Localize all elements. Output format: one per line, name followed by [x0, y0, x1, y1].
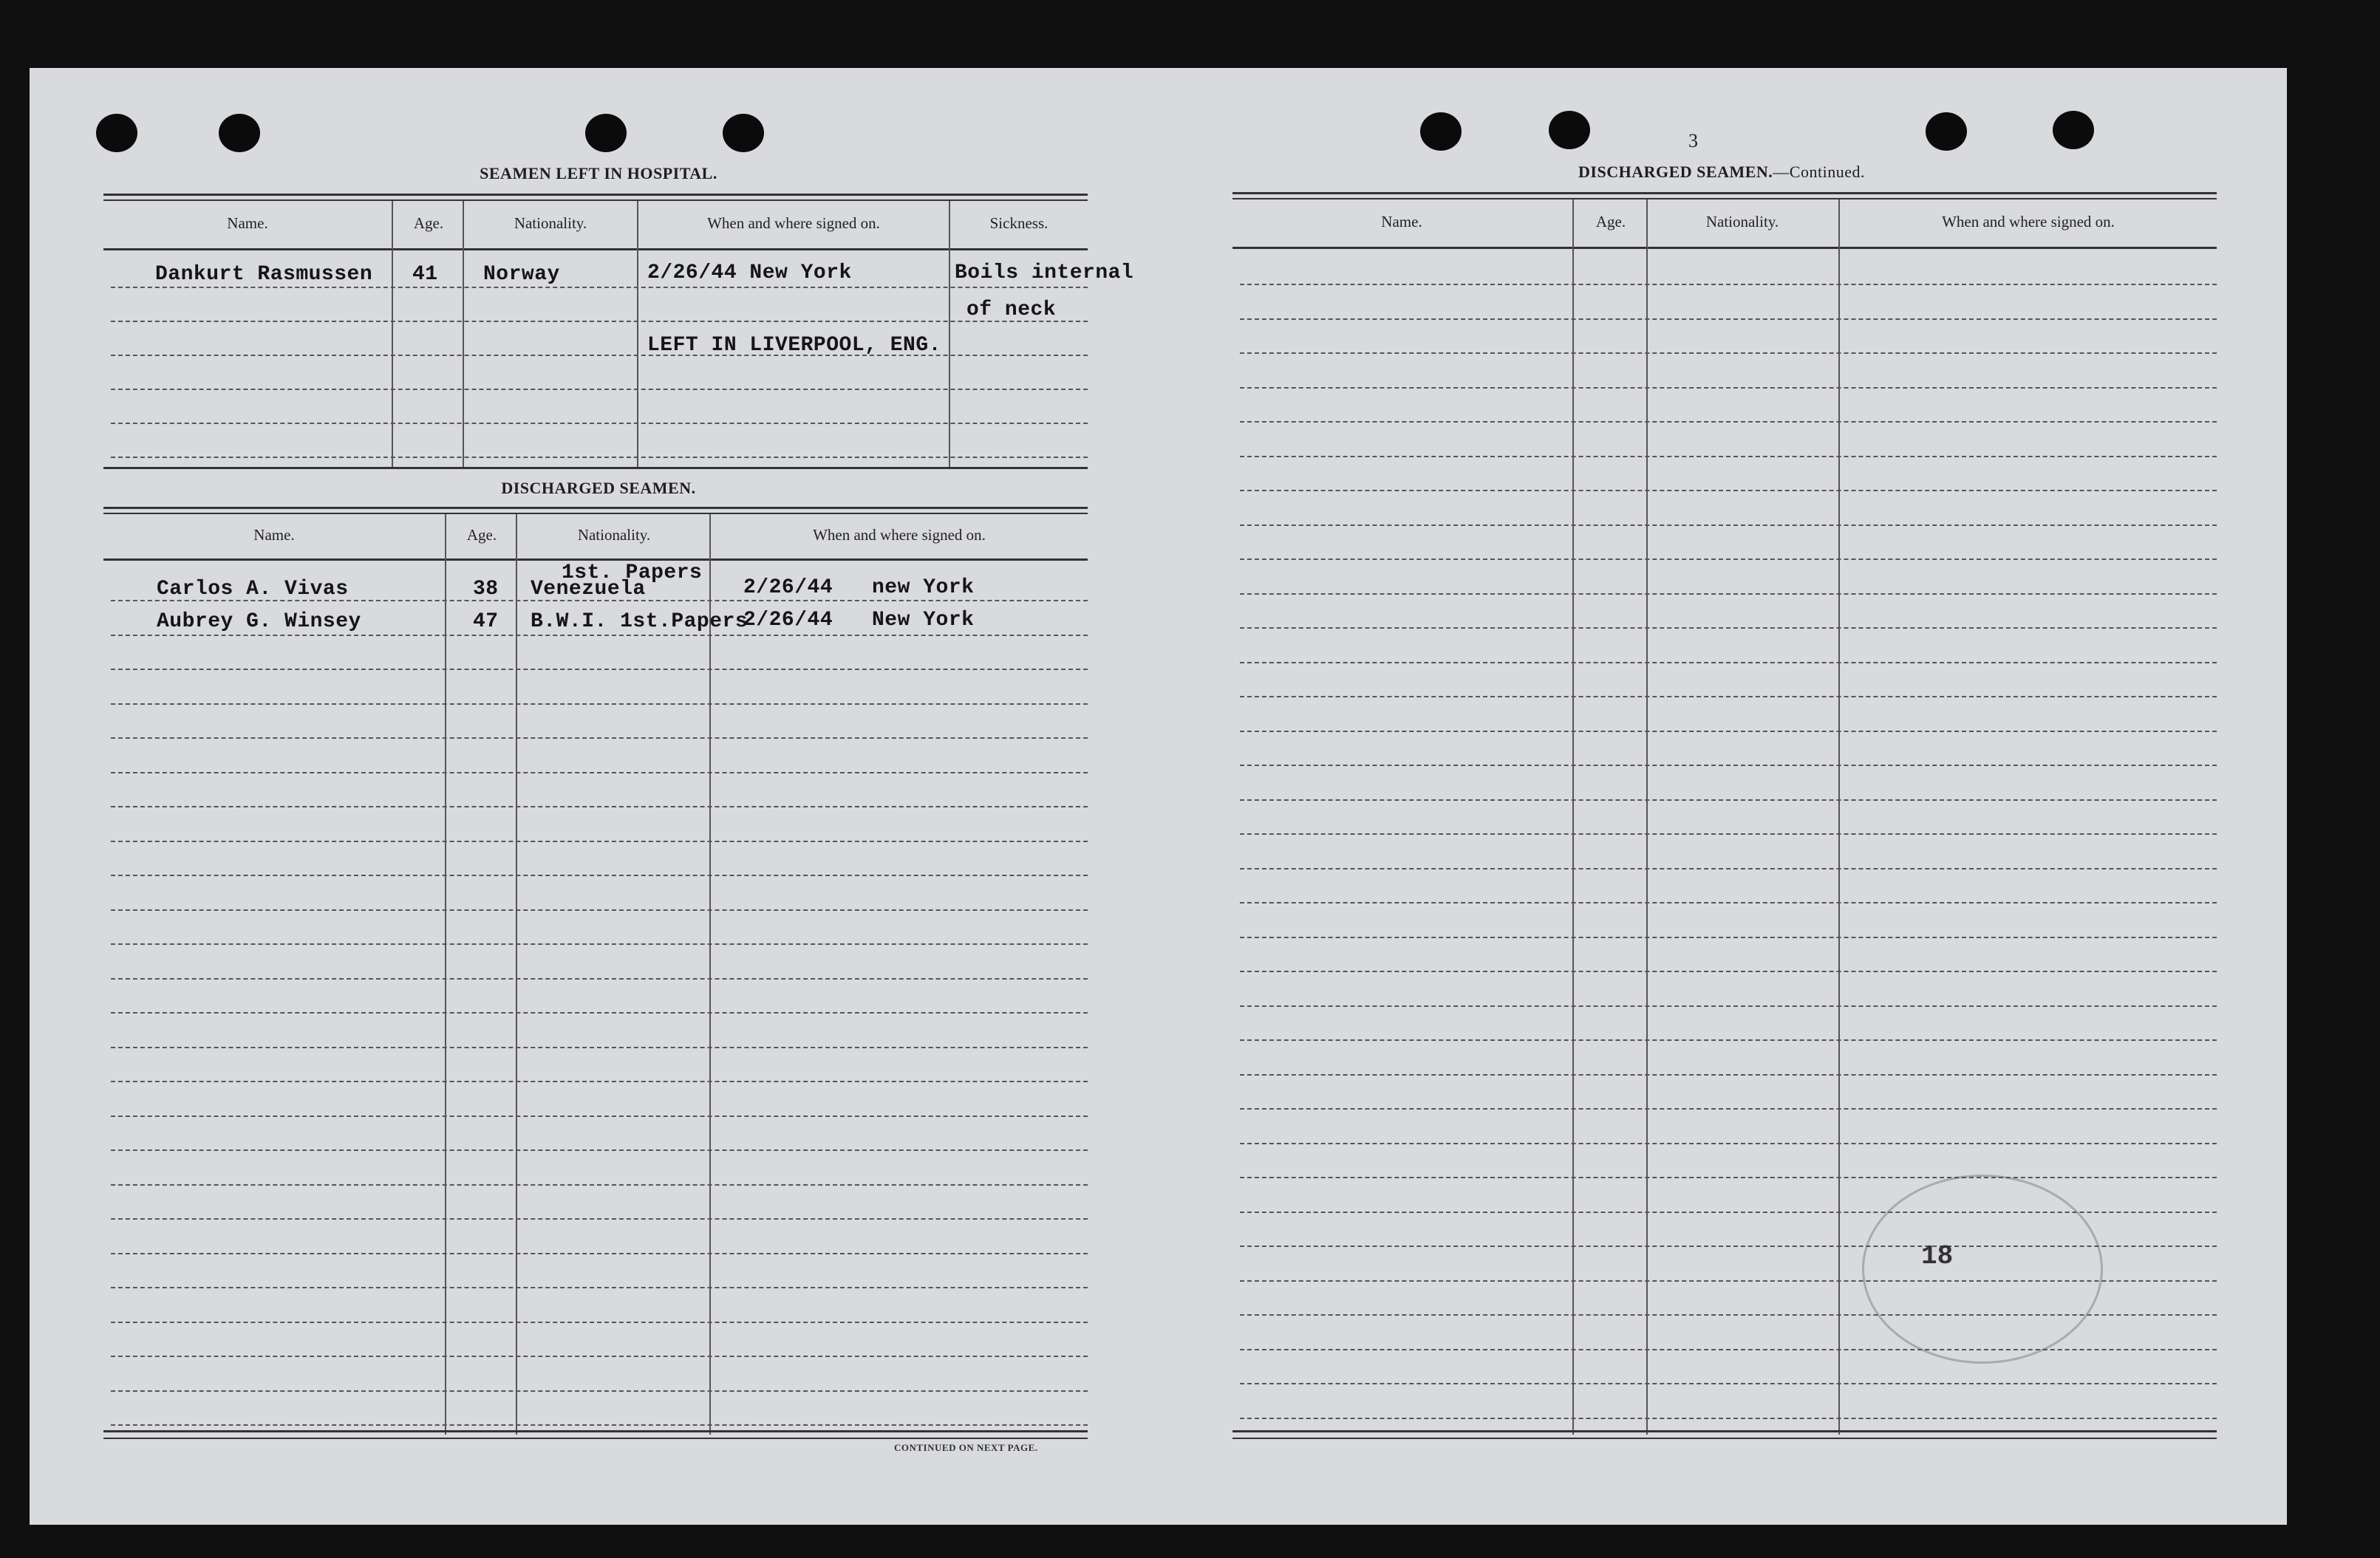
ruled-line [111, 1149, 1088, 1151]
seaman-nationality: Venezuela [531, 578, 646, 601]
seaman-name: Dankurt Rasmussen [155, 263, 373, 286]
punch-hole [219, 114, 260, 152]
continued-header-rule [1232, 247, 2217, 249]
punch-hole [1926, 112, 1967, 151]
discharged-col-divider [445, 514, 446, 1435]
hospital-header-signed-on: When and where signed on. [707, 214, 880, 232]
continued-header-name: Name. [1381, 213, 1422, 230]
ruled-line [1240, 696, 2217, 697]
seaman-nationality: Norway [483, 263, 560, 286]
ruled-line [1240, 627, 2217, 629]
discharged-col-divider [709, 514, 711, 1435]
page-number: 3 [1688, 130, 1698, 151]
ruled-line [111, 1390, 1088, 1392]
punch-hole [1549, 111, 1590, 149]
hospital-header-name: Name. [227, 214, 268, 232]
ruled-line [111, 1115, 1088, 1117]
discharged-header-signed-on: When and where signed on. [813, 526, 986, 544]
ruled-line [1240, 833, 2217, 835]
punch-hole [96, 114, 137, 152]
punch-hole [2053, 111, 2094, 149]
ruled-line [111, 703, 1088, 705]
continued-bottom-rule [1232, 1438, 2217, 1439]
ruled-line [111, 1424, 1088, 1426]
discharged-continued-title [1522, 163, 1921, 182]
continued-col-divider [1646, 199, 1648, 1435]
ruled-line [111, 978, 1088, 980]
discharged-top-rule [103, 513, 1088, 514]
ruled-line [111, 806, 1088, 807]
hospital-col-divider [392, 201, 393, 467]
hospital-top-rule [103, 194, 1088, 196]
discharged-col-divider [516, 514, 517, 1435]
ruled-line [111, 841, 1088, 842]
ruled-line [1240, 284, 2217, 285]
seaman-signed-date: 2/26/44 [743, 609, 833, 632]
discharged-section-title: DISCHARGED SEAMEN. [501, 479, 696, 497]
hospital-top-rule [103, 199, 1088, 201]
ruled-line [1240, 799, 2217, 801]
ruled-line [1240, 765, 2217, 766]
seaman-signed-date: 2/26/44 [743, 576, 833, 599]
discharged-continued-title-suffix: —Continued. [1773, 163, 1865, 181]
ruled-line [1240, 593, 2217, 595]
seaman-signed-place: new York [872, 576, 975, 599]
faded-stamp [1862, 1175, 2103, 1364]
ruled-line [1240, 1349, 2217, 1350]
ruled-line [111, 943, 1088, 945]
hospital-header-sickness: Sickness. [989, 214, 1049, 232]
hospital-section-title: SEAMEN LEFT IN HOSPITAL. [480, 164, 717, 182]
discharged-header-rule [103, 558, 1088, 561]
ruled-line [1240, 937, 2217, 938]
ruled-line [1240, 1383, 2217, 1384]
ruled-line [1240, 558, 2217, 560]
ruled-line [1240, 387, 2217, 389]
hospital-header-age: Age. [413, 214, 444, 232]
continued-top-rule [1232, 192, 2217, 194]
ruled-line [111, 1356, 1088, 1357]
discharged-top-rule [103, 507, 1088, 509]
hospital-ruled-line [111, 287, 1088, 288]
punch-hole [1420, 112, 1462, 151]
ruled-line [1240, 318, 2217, 320]
ruled-line [1240, 1108, 2217, 1110]
continued-header-signed-on: When and where signed on. [1942, 213, 2115, 230]
ruled-line [111, 669, 1088, 670]
punch-hole [585, 114, 627, 152]
ruled-line [1240, 490, 2217, 491]
seaman-name: Aubrey G. Winsey [157, 610, 361, 633]
discharged-bottom-rule [103, 1438, 1088, 1439]
seaman-nationality-note: 1st. Papers [562, 561, 703, 584]
hospital-col-divider [637, 201, 638, 467]
ruled-line [1240, 352, 2217, 354]
ruled-line [1240, 1039, 2217, 1041]
seaman-age: 47 [473, 610, 499, 633]
ruled-line [111, 1047, 1088, 1048]
ruled-line [111, 1287, 1088, 1288]
discharged-header-name: Name. [253, 526, 295, 544]
discharged-header-age: Age. [466, 526, 497, 544]
ruled-line [111, 1322, 1088, 1323]
hospital-ruled-line [111, 457, 1088, 458]
seaman-hospital-note: LEFT IN LIVERPOOL, ENG. [647, 334, 941, 357]
ruled-line [111, 1012, 1088, 1014]
continued-header-nationality: Nationality. [1705, 213, 1779, 230]
ruled-line [1240, 1005, 2217, 1007]
ruled-line [1240, 1177, 2217, 1178]
ruled-line [1240, 1074, 2217, 1076]
hospital-ruled-line [111, 321, 1088, 322]
discharged-continued-title-main: DISCHARGED SEAMEN. [1578, 163, 1773, 181]
ruled-line [1240, 421, 2217, 423]
seaman-age: 38 [473, 578, 499, 601]
ruled-line [111, 772, 1088, 773]
ruled-line [1240, 731, 2217, 732]
stamp-number: 18 [1921, 1241, 1954, 1271]
hospital-ruled-line [111, 423, 1088, 424]
ruled-line [111, 1081, 1088, 1082]
seaman-signed-place: New York [872, 609, 975, 632]
hospital-ruled-line [111, 389, 1088, 390]
ruled-line [1240, 902, 2217, 903]
ruled-line [1240, 1143, 2217, 1144]
seaman-sickness: Boils internal [955, 262, 1134, 284]
ruled-line [111, 737, 1088, 739]
continued-top-rule [1232, 198, 2217, 199]
continued-col-divider [1838, 199, 1840, 1435]
discharged-header-nationality: Nationality. [577, 526, 651, 544]
hospital-header-rule [103, 248, 1088, 250]
seaman-signed-on: 2/26/44 New York [647, 262, 852, 284]
discharged-bottom-rule [103, 1430, 1088, 1432]
ruled-line [1240, 456, 2217, 457]
ruled-line [111, 1184, 1088, 1186]
ruled-line [1240, 662, 2217, 663]
punch-hole [723, 114, 764, 152]
seaman-name: Carlos A. Vivas [157, 578, 349, 601]
seaman-sickness-line2: of neck [966, 298, 1057, 321]
seaman-nationality: B.W.I. 1st.Papers [531, 610, 749, 633]
ruled-line [1240, 525, 2217, 526]
ruled-line [1240, 868, 2217, 869]
ruled-line [111, 909, 1088, 911]
hospital-col-divider [463, 201, 464, 467]
seaman-age: 41 [412, 263, 438, 286]
continued-header-age: Age. [1595, 213, 1626, 230]
hospital-header-nationality: Nationality. [514, 214, 587, 232]
continued-footer: CONTINUED ON NEXT PAGE. [894, 1442, 1038, 1453]
ruled-line [1240, 971, 2217, 972]
ruled-line [111, 1218, 1088, 1220]
ruled-line [111, 635, 1088, 636]
ruled-line [1240, 1418, 2217, 1419]
continued-bottom-rule [1232, 1430, 2217, 1432]
continued-col-divider [1572, 199, 1574, 1435]
discharged-top-rule [103, 467, 1088, 469]
ruled-line [111, 875, 1088, 876]
ruled-line [111, 1253, 1088, 1254]
hospital-col-divider [949, 201, 950, 467]
